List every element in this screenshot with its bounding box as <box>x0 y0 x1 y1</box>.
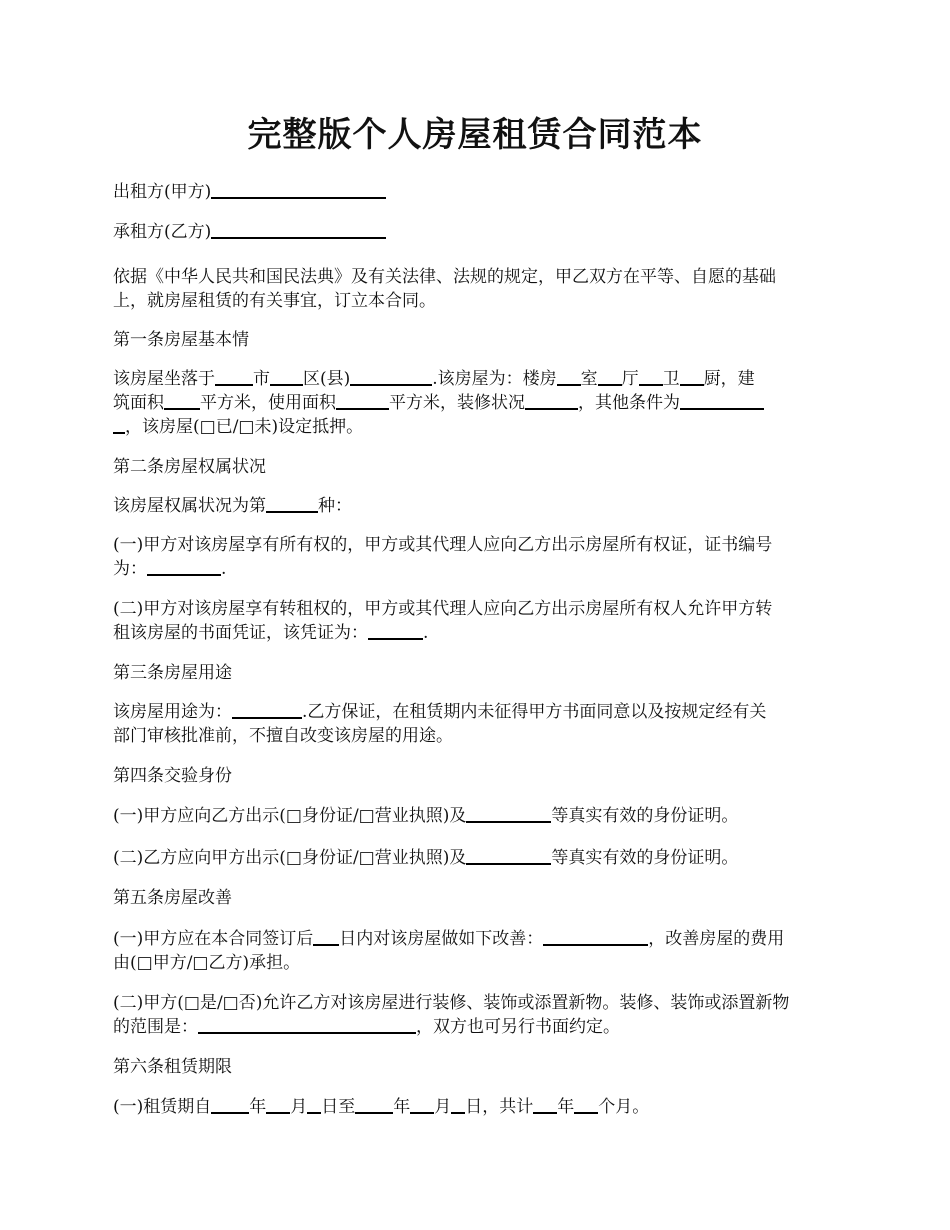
paragraph-line <box>113 846 838 870</box>
paragraph-line <box>113 991 838 1015</box>
line-text: .乙方保证，在租赁期内未征得甲方书面同意以及按规定经有关 <box>302 702 767 722</box>
line-text: 筑面积 <box>113 393 164 413</box>
line-text: 承租方(乙方) <box>113 222 212 242</box>
line-text: 该房屋坐落于 <box>113 369 215 389</box>
line-text: 上，就房屋租赁的有关事宜，订立本合同。 <box>113 291 436 311</box>
blank-field <box>147 557 221 576</box>
paragraph-line <box>113 597 838 621</box>
line-text: 年 <box>557 1097 575 1117</box>
paragraph-line <box>113 764 838 788</box>
line-text: (一)甲方应在本合同签订后 <box>113 929 314 949</box>
paragraph-line <box>113 328 838 352</box>
blank-field <box>598 367 622 386</box>
blank-field <box>557 367 581 386</box>
paragraph-line <box>113 265 838 289</box>
line-text: 区(县) <box>303 369 351 389</box>
paragraph-line <box>113 289 838 313</box>
line-text: (二)甲方对该房屋享有转租权的，甲方或其代理人应向乙方出示房屋所有权人允许甲方转 <box>113 599 773 619</box>
line-text: 该房屋权属状况为第 <box>113 496 266 516</box>
line-text: 由(□甲方/□乙方)承担。 <box>113 953 301 973</box>
line-text: 的范围是： <box>113 1017 198 1037</box>
blank-field <box>113 415 125 434</box>
blank-field <box>211 1095 249 1114</box>
paragraph-line <box>113 621 838 645</box>
line-text: 部门审核批准前，不擅自改变该房屋的用途。 <box>113 726 453 746</box>
line-text: 年 <box>393 1097 411 1117</box>
paragraph-line <box>113 1095 838 1119</box>
line-text: 种： <box>318 496 352 516</box>
line-text: 该房屋用途为： <box>113 702 232 722</box>
line-text: 依据《中华人民共和国民法典》及有关法律、法规的规定，甲乙双方在平等、自愿的基础 <box>113 267 776 287</box>
paragraph-line <box>113 1055 838 1079</box>
paragraph-line <box>113 557 838 581</box>
line-text: . <box>423 623 429 643</box>
blank-field <box>410 1095 434 1114</box>
paragraph-line <box>113 391 838 415</box>
blank-field <box>680 391 764 410</box>
blank-field <box>270 367 303 386</box>
blank-field <box>466 804 551 823</box>
line-text: 第二条房屋权属状况 <box>113 457 266 477</box>
blank-field <box>533 1095 557 1114</box>
line-text: (一)租赁期自 <box>113 1097 212 1117</box>
blank-field <box>266 1095 290 1114</box>
line-text: 日至 <box>321 1097 356 1117</box>
blank-field <box>368 621 423 640</box>
paragraph-line <box>113 886 838 910</box>
paragraph-line <box>113 220 838 244</box>
line-text: 月 <box>434 1097 452 1117</box>
paragraph-line <box>113 927 838 951</box>
line-text: 为： <box>113 559 147 579</box>
paragraph-line <box>113 804 838 828</box>
blank-field <box>266 494 318 513</box>
blank-field <box>198 1015 416 1034</box>
line-text: 第六条租赁期限 <box>113 1057 232 1077</box>
line-text: 等真实有效的身份证明。 <box>551 806 739 826</box>
line-text: (二)甲方(□是/□否)允许乙方对该房屋进行装修、装饰或添置新物。装修、装饰或添置新物 <box>113 993 790 1013</box>
line-text: ，其他条件为 <box>578 393 680 413</box>
blank-field <box>164 391 200 410</box>
blank-field <box>680 367 704 386</box>
blank-field <box>451 1095 465 1114</box>
line-text: 厨，建 <box>703 369 755 389</box>
blank-field <box>525 391 578 410</box>
line-text: 个月。 <box>598 1097 650 1117</box>
paragraph-line <box>113 951 838 975</box>
blank-field <box>232 700 302 719</box>
blank-field <box>215 367 253 386</box>
line-text: (一)甲方对该房屋享有所有权的，甲方或其代理人应向乙方出示房屋所有权证，证书编号 <box>113 535 773 555</box>
blank-field <box>466 846 551 865</box>
line-text: 等真实有效的身份证明。 <box>551 848 739 868</box>
line-text: 出租方(甲方) <box>113 182 212 202</box>
line-text: (二)乙方应向甲方出示(□身份证/□营业执照)及 <box>113 848 467 868</box>
blank-field <box>307 1095 321 1114</box>
paragraph-line <box>113 724 838 748</box>
paragraph-line <box>113 700 838 724</box>
line-text: 租该房屋的书面凭证，该凭证为： <box>113 623 368 643</box>
blank-field <box>543 927 648 946</box>
line-text: 日内对该房屋做如下改善： <box>339 929 544 949</box>
line-text: 卫 <box>662 369 680 389</box>
paragraph-line <box>113 367 838 391</box>
line-text: 第一条房屋基本情 <box>113 330 249 350</box>
line-text: 日，共计 <box>465 1097 534 1117</box>
blank-field <box>313 927 339 946</box>
line-text: 市 <box>253 369 270 389</box>
line-text: 第三条房屋用途 <box>113 663 232 683</box>
line-text: 室 <box>580 369 598 389</box>
paragraph-line <box>113 494 838 518</box>
blank-field <box>574 1095 598 1114</box>
line-text: 第五条房屋改善 <box>113 888 232 908</box>
paragraph-line <box>113 180 838 204</box>
line-text: 平方米，使用面积 <box>200 393 336 413</box>
blank-field <box>639 367 663 386</box>
line-text: .该房屋为：楼房 <box>432 369 557 389</box>
line-text: 年 <box>249 1097 267 1117</box>
paragraph-line <box>113 1015 838 1039</box>
blank-field <box>350 367 432 386</box>
line-text: 第四条交验身份 <box>113 766 232 786</box>
document-title: 完整版个人房屋租赁合同范本 <box>247 115 703 155</box>
blank-field <box>211 220 386 239</box>
line-text: 月 <box>290 1097 308 1117</box>
blank-field <box>355 1095 393 1114</box>
paragraph-line <box>113 455 838 479</box>
line-text: ，改善房屋的费用 <box>648 929 785 949</box>
line-text: 厅 <box>621 369 639 389</box>
paragraph-line <box>113 415 838 439</box>
line-text: ，该房屋(□已/□未)设定抵押。 <box>125 417 364 437</box>
paragraph-line <box>113 661 838 685</box>
line-text: (一)甲方应向乙方出示(□身份证/□营业执照)及 <box>113 806 467 826</box>
blank-field <box>336 391 389 410</box>
blank-field <box>211 180 386 199</box>
line-text: ，双方也可另行书面约定。 <box>416 1017 620 1037</box>
paragraph-line <box>113 533 838 557</box>
line-text: . <box>221 559 227 579</box>
line-text: 平方米，装修状况 <box>389 393 525 413</box>
